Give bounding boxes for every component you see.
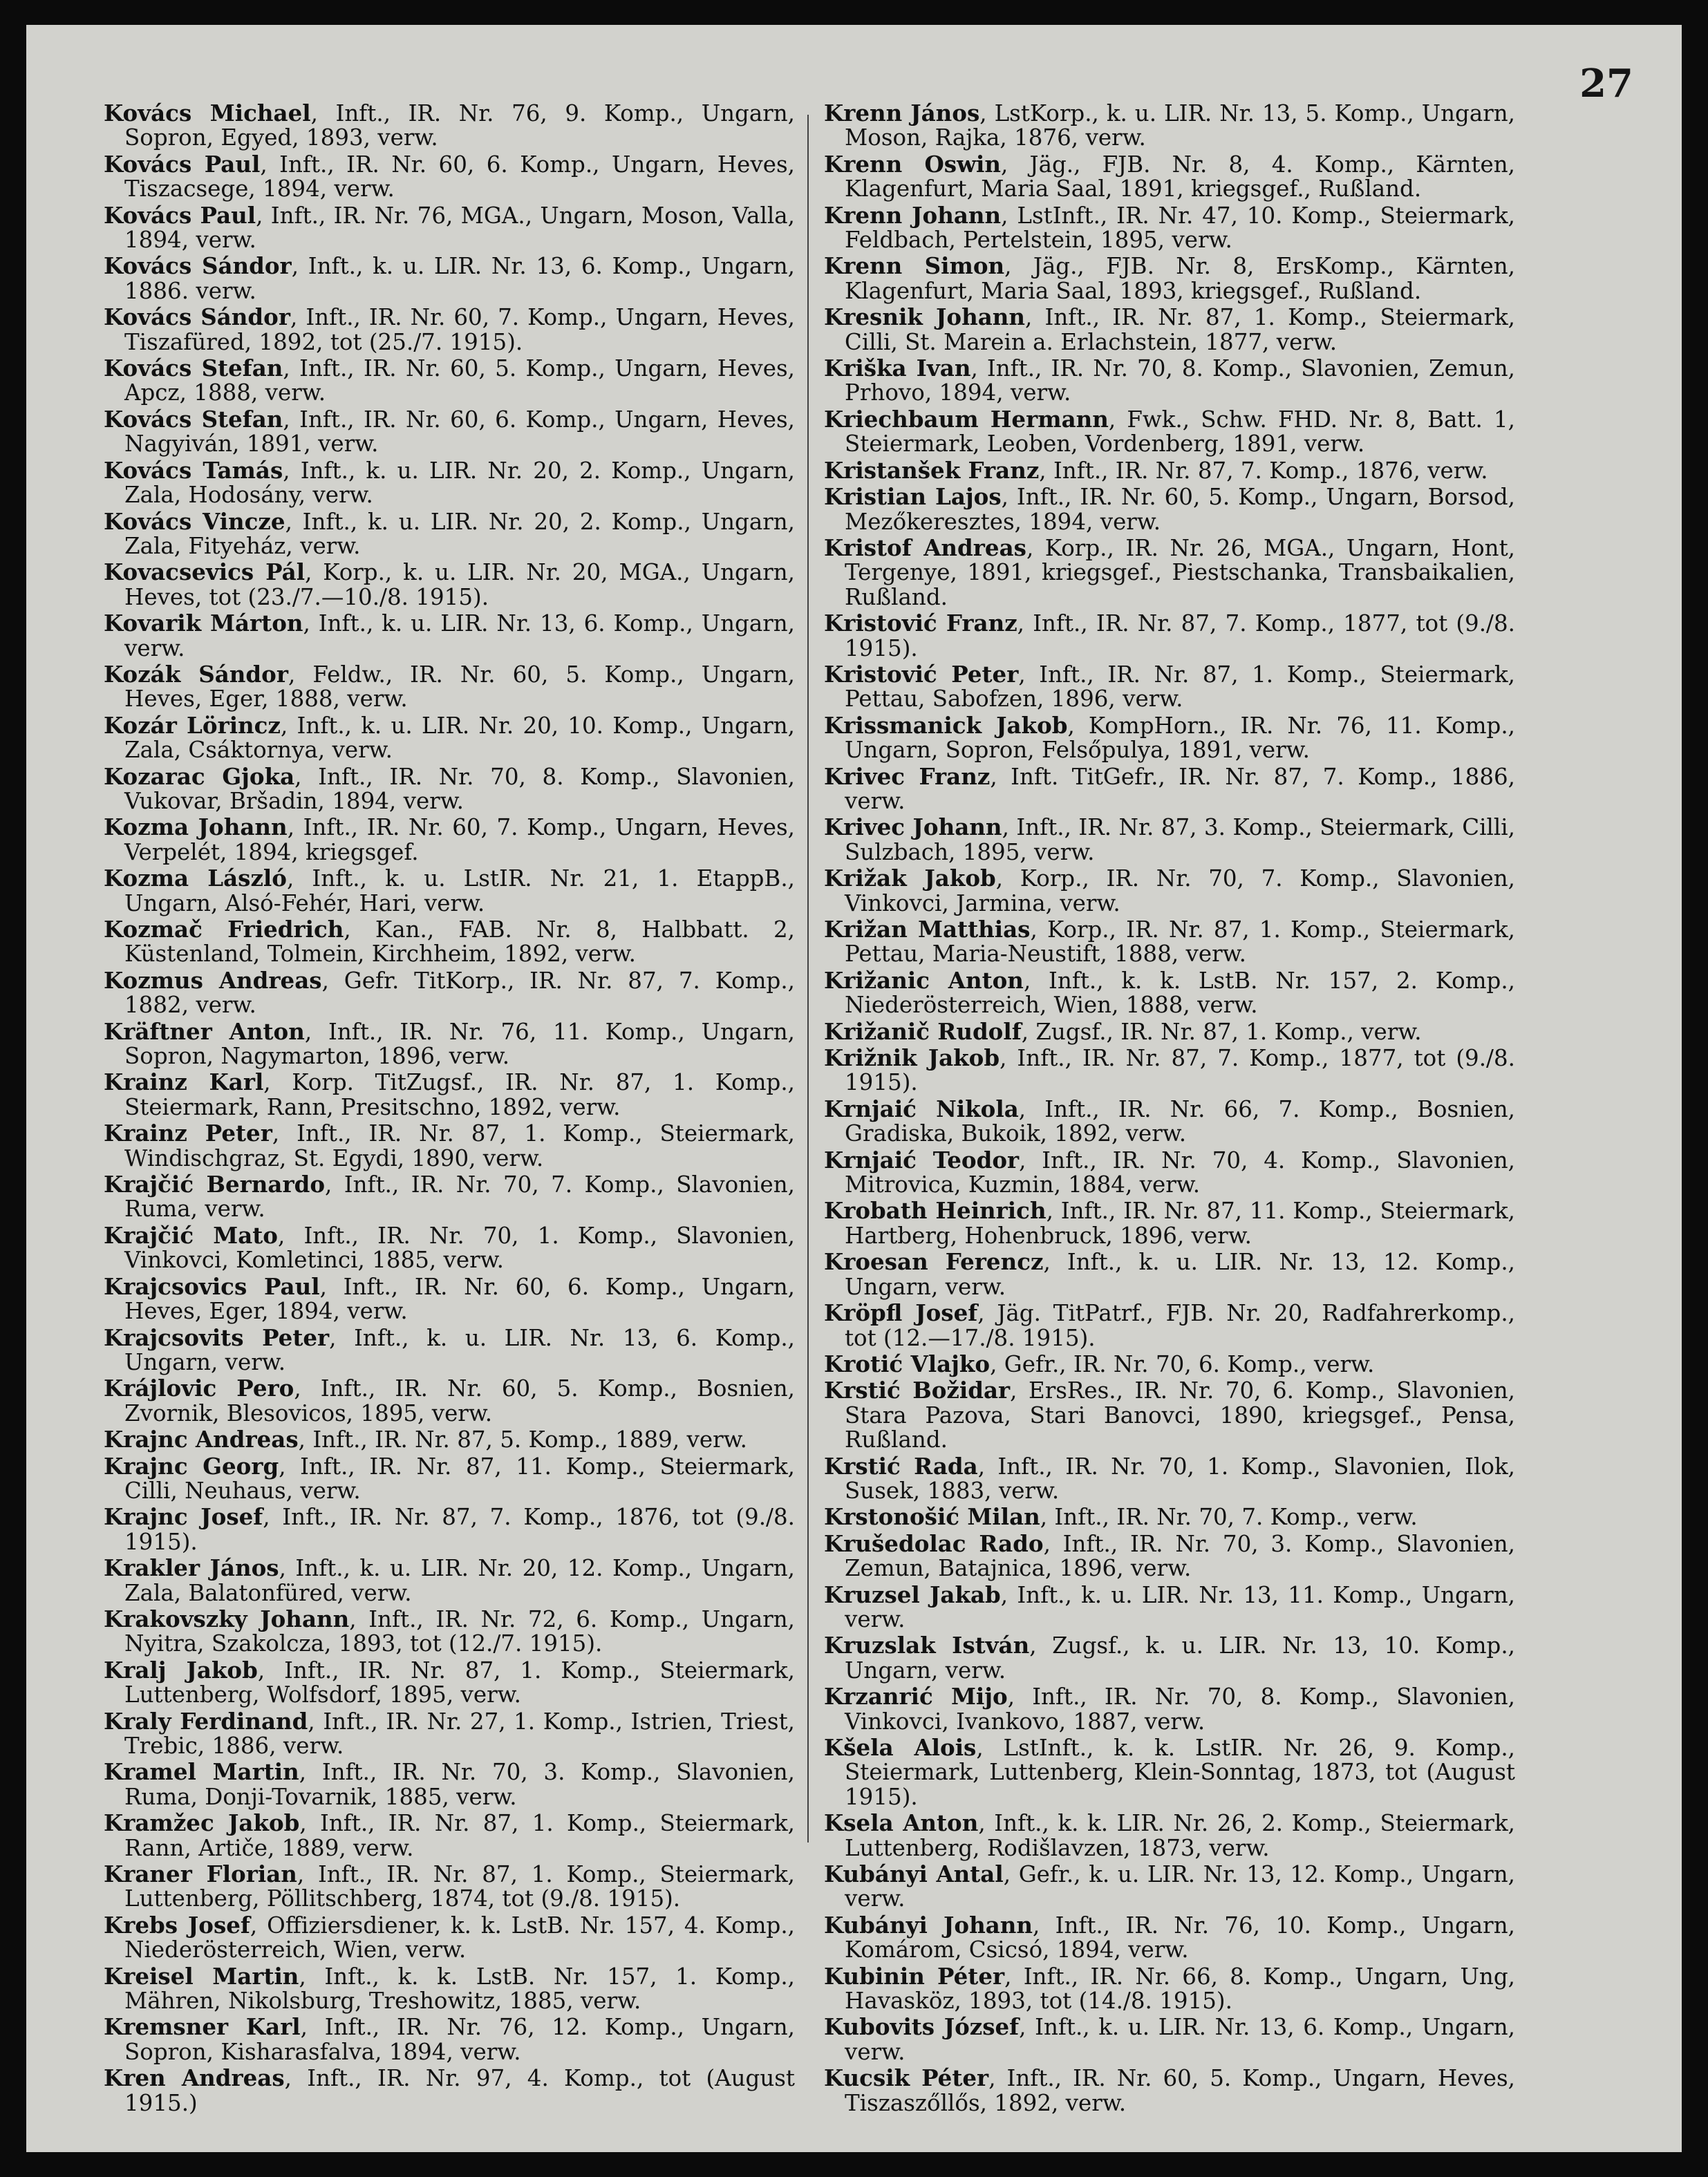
list-entry bbox=[824, 815, 1515, 865]
entry-name: Krstić Božidar bbox=[824, 1377, 1011, 1404]
list-entry bbox=[824, 1352, 1515, 1377]
list-entry bbox=[824, 1046, 1515, 1095]
entry-name: Kräftner Anton bbox=[104, 1017, 305, 1045]
entry-name: Krnjaić Teodor bbox=[824, 1146, 1020, 1174]
entry-name: Kristanšek Franz bbox=[824, 456, 1040, 484]
entry-text: , Korp., IR. Nr. 87, 1. Komp., Steiermark, Pettau, Maria-Neustift, 1888, verw. bbox=[845, 916, 1515, 968]
entry-text: , Inft., IR. Nr. 60, 6. Komp., Ungarn, Heves, Eger, 1894, verw. bbox=[124, 1273, 795, 1325]
entry-name: Krotić Vlajko bbox=[824, 1350, 991, 1377]
entry-name: Kraly Ferdinand bbox=[104, 1707, 308, 1735]
entry-name: Krainz Peter bbox=[104, 1120, 272, 1147]
entry-name: Kšela Alois bbox=[824, 1734, 977, 1761]
entry-text: , Inft., k. u. LIR. Nr. 13, 11. Komp., Ungarn, verw. bbox=[845, 1581, 1516, 1632]
list-entry bbox=[824, 1964, 1515, 2014]
list-entry bbox=[824, 1148, 1515, 1198]
list-entry bbox=[824, 764, 1515, 814]
list-entry bbox=[104, 917, 795, 967]
entry-text: , Inft., k. k. LIR. Nr. 26, 2. Komp., Steiermark, Luttenberg, Rodišlavzen, 1873, verw. bbox=[845, 1810, 1515, 1861]
entry-text: , Inft., IR. Nr. 70, 8. Komp., Slavonien, Vinkovci, Ivankovo, 1887, verw. bbox=[845, 1684, 1515, 1735]
entry-name: Krivec Johann bbox=[824, 813, 1002, 841]
entry-text: , Inft., k. u. LIR. Nr. 20, 2. Komp., Ungarn, Zala, Fityeház, verw. bbox=[124, 508, 795, 559]
list-entry bbox=[104, 1274, 795, 1324]
list-entry bbox=[104, 305, 795, 355]
entry-name: Kriechbaum Hermann bbox=[824, 405, 1109, 433]
list-entry bbox=[104, 1323, 795, 1375]
entry-name: Krájlovic Pero bbox=[104, 1375, 294, 1402]
list-entry bbox=[104, 1121, 795, 1171]
list-entry bbox=[824, 152, 1515, 202]
list-entry bbox=[824, 356, 1515, 406]
entry-name: Kozmač Friedrich bbox=[104, 916, 344, 943]
list-entry bbox=[104, 1454, 795, 1504]
list-entry bbox=[824, 866, 1515, 916]
list-entry bbox=[104, 407, 795, 457]
entry-name: Kubányi Johann bbox=[824, 1911, 1033, 1939]
entry-name: Kristian Lajos bbox=[824, 483, 1002, 511]
entry-text: , Inft., IR. Nr. 97, 4. Komp., tot (August 1915.) bbox=[124, 2065, 795, 2116]
list-entry bbox=[824, 1811, 1515, 1860]
list-entry bbox=[824, 1735, 1515, 1809]
list-entry bbox=[104, 1223, 795, 1273]
left-column bbox=[104, 101, 795, 2117]
entry-text: , Inft., IR. Nr. 76, 10. Komp., Ungarn, Komárom, Csicsó, 1894, verw. bbox=[845, 1912, 1515, 1963]
entry-name: Kovács Vincze bbox=[104, 507, 285, 535]
list-entry bbox=[824, 1301, 1515, 1350]
entry-name: Kucsik Péter bbox=[824, 2064, 989, 2092]
list-entry bbox=[104, 1964, 795, 2014]
entry-text: , Offiziersdiener, k. k. LstB. Nr. 157, 4. Komp., Niederösterreich, Wien, verw. bbox=[124, 1912, 795, 1963]
entry-name: Kozmus Andreas bbox=[104, 966, 322, 994]
entry-name: Kozár Lörincz bbox=[104, 711, 281, 739]
entry-name: Kremsner Karl bbox=[104, 2013, 301, 2041]
entry-name: Kramel Martin bbox=[104, 1758, 299, 1786]
entry-text: , Inft., IR. Nr. 87, 1. Komp., Steiermark, Luttenberg, Wolfsdorf, 1895, verw. bbox=[124, 1657, 795, 1708]
entry-name: Kubinin Péter bbox=[824, 1962, 1005, 1990]
entry-name: Kubányi Antal bbox=[824, 1860, 1004, 1888]
entry-name: Kovács Stefan bbox=[104, 355, 283, 382]
entry-name: Kozarac Gjoka bbox=[104, 762, 295, 790]
column-divider bbox=[807, 115, 809, 1843]
list-entry bbox=[824, 407, 1515, 457]
list-entry bbox=[104, 1172, 795, 1222]
entry-name: Krajnc Andreas bbox=[104, 1426, 299, 1453]
entry-name: Krstonošić Milan bbox=[824, 1503, 1040, 1531]
list-entry bbox=[824, 2015, 1515, 2064]
entry-text: , Inft., IR. Nr. 60, 5. Komp., Ungarn, Heves, Tiszaszőllős, 1892, verw. bbox=[845, 2065, 1516, 2116]
entry-name: Kovács Paul bbox=[104, 201, 256, 229]
list-entry bbox=[824, 1862, 1515, 1912]
entry-text: , Feldw., IR. Nr. 60, 5. Komp., Ungarn, Heves, Eger, 1888, verw. bbox=[124, 661, 795, 713]
entry-text: , Inft., IR. Nr. 87, 7. Komp., 1876, tot (9./8. 1915). bbox=[124, 1504, 796, 1555]
entry-text: , Inft., IR. Nr. 87, 1. Komp., Steiermark, Windischgraz, St. Egydi, 1890, verw. bbox=[124, 1120, 796, 1171]
entry-text: , Inft., IR. Nr. 87, 7. Komp., 1876, verw. bbox=[1039, 457, 1488, 484]
entry-text: , Inft. TitGefr., IR. Nr. 87, 7. Komp., 1886, verw. bbox=[845, 763, 1516, 814]
list-entry bbox=[824, 1019, 1515, 1044]
entry-name: Krobath Heinrich bbox=[824, 1197, 1047, 1225]
entry-text: , Inft., IR. Nr. 70, 8. Komp., Slavonien, Zemun, Prhovo, 1894, verw. bbox=[845, 355, 1515, 406]
list-entry bbox=[104, 203, 795, 253]
entry-name: Križak Jakob bbox=[824, 865, 996, 892]
entry-name: Kovács Michael bbox=[104, 100, 311, 126]
right-column bbox=[824, 101, 1515, 2117]
entry-name: Krakler János bbox=[104, 1554, 279, 1582]
entry-text: , Inft., IR. Nr. 70, 1. Komp., Slavonien, Vinkovci, Komletinci, 1885, verw. bbox=[124, 1222, 796, 1274]
list-entry bbox=[824, 254, 1515, 303]
entry-name: Kovács Paul bbox=[104, 150, 261, 178]
entry-text: , Inft., k. u. LIR. Nr. 13, 6. Komp., Ungarn, 1886. verw. bbox=[124, 253, 795, 304]
page bbox=[26, 25, 1682, 2152]
entry-name: Kovarik Márton bbox=[104, 610, 303, 637]
entry-name: Krajcsovics Paul bbox=[104, 1272, 320, 1300]
entry-text: , Inft., IR. Nr. 70, 8. Komp., Slavonien, Vukovar, Bršadin, 1894, verw. bbox=[124, 763, 796, 814]
entry-text: , Inft., k. u. LIR. Nr. 20, 12. Komp., Ungarn, Zala, Balatonfüred, verw. bbox=[124, 1555, 796, 1606]
entry-text: , Inft., IR. Nr. 76, 9. Komp., Ungarn, Sopron, Egyed, 1893, verw. bbox=[124, 100, 796, 151]
entry-name: Kovács Sándor bbox=[104, 303, 290, 331]
entry-text: , Jäg. TitPatrf., FJB. Nr. 20, Radfahrerkomp., tot (12.—17./8. 1915). bbox=[845, 1300, 1515, 1351]
list-entry bbox=[824, 203, 1515, 253]
entry-name: Kresnik Johann bbox=[824, 303, 1026, 331]
list-entry bbox=[104, 152, 795, 202]
list-entry bbox=[824, 1505, 1515, 1529]
entry-text: , Inft., IR. Nr. 72, 6. Komp., Ungarn, Nyitra, Szakolcza, 1893, tot (12./7. 1915). bbox=[124, 1605, 795, 1657]
entry-text: , Inft., IR. Nr. 87, 7. Komp., 1877, tot (9./8. 1915). bbox=[845, 1045, 1516, 1096]
entry-text: , Gefr., IR. Nr. 70, 6. Komp., verw. bbox=[990, 1350, 1375, 1377]
entry-name: Kröpfl Josef bbox=[824, 1299, 978, 1327]
entry-text: , Zugsf., k. u. LIR. Nr. 13, 10. Komp., Ungarn, verw. bbox=[845, 1632, 1515, 1684]
list-entry bbox=[104, 2066, 795, 2115]
entry-text: , Inft., IR. Nr. 60, 5. Komp., Ungarn, Heves, Apcz, 1888, verw. bbox=[124, 355, 795, 406]
entry-name: Kozák Sándor bbox=[104, 660, 288, 688]
list-entry bbox=[104, 458, 795, 508]
entry-name: Krstić Rada bbox=[824, 1452, 978, 1480]
entry-text: , Inft., k. u. LIR. Nr. 20, 2. Komp., Ungarn, Zala, Hodosány, verw. bbox=[124, 457, 795, 509]
entry-text: , Inft., IR. Nr. 87, 7. Komp., 1877, tot (9./8. 1915). bbox=[845, 610, 1515, 661]
entry-name: Kristof Andreas bbox=[824, 534, 1026, 561]
list-entry bbox=[824, 484, 1515, 534]
list-entry bbox=[824, 1250, 1515, 1299]
entry-name: Kreisel Martin bbox=[104, 1962, 299, 1990]
list-entry bbox=[824, 305, 1515, 355]
list-entry bbox=[104, 254, 795, 303]
entry-name: Krenn Johann bbox=[824, 201, 1002, 229]
entry-name: Kovács Tamás bbox=[104, 456, 283, 484]
entry-text: , Inft., IR. Nr. 60, 6. Komp., Ungarn, Heves, Nagyiván, 1891, verw. bbox=[124, 406, 795, 458]
list-entry bbox=[824, 536, 1515, 610]
entry-text: , Gefr., k. u. LIR. Nr. 13, 12. Komp., Ungarn, verw. bbox=[845, 1861, 1515, 1912]
list-entry bbox=[824, 968, 1515, 1018]
entry-name: Kovacsevics Pál bbox=[104, 558, 306, 586]
entry-name: Kroesan Ferencz bbox=[824, 1248, 1044, 1276]
list-entry bbox=[104, 866, 795, 916]
list-entry bbox=[824, 2066, 1515, 2115]
list-entry bbox=[104, 1607, 795, 1657]
list-entry bbox=[824, 1454, 1515, 1504]
entry-text: , Inft., IR. Nr. 76, 11. Komp., Ungarn, Sopron, Nagymarton, 1896, verw. bbox=[124, 1018, 795, 1070]
entry-name: Kruzslak István bbox=[824, 1632, 1030, 1659]
entry-name: Krnjaić Nikola bbox=[824, 1095, 1019, 1122]
list-entry bbox=[104, 2015, 795, 2064]
entry-text: , Inft., k. u. LIR. Nr. 13, 6. Komp., Ungarn, verw. bbox=[124, 610, 795, 661]
entry-text: , Inft., IR. Nr. 87, 11. Komp., Steiermark, Cilli, Neuhaus, verw. bbox=[124, 1453, 795, 1504]
list-entry bbox=[104, 968, 795, 1018]
entry-name: Ksela Anton bbox=[824, 1809, 979, 1837]
entry-text: , Inft., IR. Nr. 70, 7. Komp., verw. bbox=[1040, 1504, 1418, 1531]
list-entry bbox=[104, 713, 795, 763]
entry-text: , Inft., IR. Nr. 70, 4. Komp., Slavonien, Mitrovica, Kuzmin, 1884, verw. bbox=[845, 1147, 1515, 1198]
entry-text: , ErsRes., IR. Nr. 70, 6. Komp., Slavonien, Stara Pazova, Stari Banovci, 1890, kriegsgef., Pensa, Rußland. bbox=[845, 1377, 1516, 1453]
entry-text: , Inft., k. k. LstB. Nr. 157, 1. Komp., Mähren, Nikolsburg, Treshowitz, 1885, verw. bbox=[124, 1963, 795, 2015]
entry-text: , Inft., IR. Nr. 87, 1. Komp., Steiermark, Rann, Artiče, 1889, verw. bbox=[124, 1810, 796, 1861]
entry-name: Kovács Stefan bbox=[104, 405, 283, 433]
list-entry bbox=[824, 662, 1515, 712]
list-entry bbox=[104, 662, 795, 712]
entry-text: , Inft., IR. Nr. 60, 6. Komp., Ungarn, Heves, Tiszacsege, 1894, verw. bbox=[124, 151, 795, 202]
list-entry bbox=[104, 1556, 795, 1605]
entry-name: Kruzsel Jakab bbox=[824, 1581, 1001, 1608]
list-entry bbox=[824, 1529, 1515, 1582]
entry-text: , Inft., IR. Nr. 60, 5. Komp., Ungarn, Borsod, Mezőkeresztes, 1894, verw. bbox=[845, 484, 1515, 535]
list-entry bbox=[104, 1427, 795, 1452]
list-entry bbox=[104, 1760, 795, 1809]
entry-text: , Inft., k. u. LstIR. Nr. 21, 1. EtappB., Ungarn, Alsó-Fehér, Hari, verw. bbox=[124, 865, 795, 916]
entry-name: Krajnc Josef bbox=[104, 1503, 263, 1531]
entry-text: , LstKorp., k. u. LIR. Nr. 13, 5. Komp., Ungarn, Moson, Rajka, 1876, verw. bbox=[845, 100, 1515, 151]
entry-text: , Jäg., FJB. Nr. 8, ErsKomp., Kärnten, Klagenfurt, Maria Saal, 1893, kriegsgef., Rußland. bbox=[845, 253, 1515, 304]
entry-text: , Inft., IR. Nr. 87, 1. Komp., Steiermark, Luttenberg, Pöllitschberg, 1874, tot (9./8. 1915). bbox=[124, 1861, 796, 1912]
entry-text: , Inft., IR. Nr. 60, 5. Komp., Bosnien, Zvornik, Blesovicos, 1895, verw. bbox=[124, 1375, 795, 1426]
entry-text: , Inft., IR. Nr. 27, 1. Komp., Istrien, Triest, Trebic, 1886, verw. bbox=[124, 1708, 795, 1759]
entry-name: Križnik Jakob bbox=[824, 1044, 1000, 1072]
entry-name: Kralj Jakob bbox=[104, 1656, 258, 1684]
list-entry bbox=[824, 1097, 1515, 1147]
entry-name: Krzanrić Mijo bbox=[824, 1683, 1008, 1710]
list-entry bbox=[104, 1376, 795, 1426]
entry-text: , Inft., IR. Nr. 87, 1. Komp., Steiermark, Pettau, Sabofzen, 1896, verw. bbox=[845, 661, 1516, 713]
entry-text: , KompHorn., IR. Nr. 76, 11. Komp., Ungarn, Sopron, Felsőpulya, 1891, verw. bbox=[845, 712, 1516, 764]
entry-text: , Inft., k. u. LIR. Nr. 20, 10. Komp., Ungarn, Zala, Csáktornya, verw. bbox=[124, 712, 795, 764]
entry-name: Krebs Josef bbox=[104, 1911, 250, 1939]
list-entry bbox=[824, 917, 1515, 967]
entry-name: Kriška Ivan bbox=[824, 355, 971, 382]
list-entry bbox=[104, 1070, 795, 1120]
entry-name: Krenn Oswin bbox=[824, 150, 1002, 178]
list-entry bbox=[824, 1583, 1515, 1632]
entry-text: , Inft., IR. Nr. 87, 11. Komp., Steiermark, Hartberg, Hohenbruck, 1896, verw. bbox=[845, 1198, 1515, 1249]
list-entry bbox=[824, 1633, 1515, 1683]
entry-text: , Korp., IR. Nr. 70, 7. Komp., Slavonien, Vinkovci, Jarmina, verw. bbox=[845, 865, 1515, 916]
list-entry bbox=[824, 611, 1515, 661]
entry-text: , Inft., IR. Nr. 87, 3. Komp., Steiermark, Cilli, Sulzbach, 1895, verw. bbox=[845, 814, 1515, 865]
entry-text: , LstInft., k. k. LstIR. Nr. 26, 9. Komp., Steiermark, Luttenberg, Klein-Sonntag, 1873, tot (August 1915). bbox=[845, 1735, 1515, 1810]
entry-name: Krivec Franz bbox=[824, 762, 991, 790]
entry-text: , Inft., IR. Nr. 60, 7. Komp., Ungarn, Heves, Tiszafüred, 1892, tot (25./7. 1915). bbox=[124, 304, 795, 355]
list-entry bbox=[824, 1913, 1515, 1963]
entry-text: , Inft., IR. Nr. 66, 8. Komp., Ungarn, Ung, Havasköz, 1893, tot (14./8. 1915). bbox=[845, 1963, 1515, 2015]
list-entry bbox=[104, 560, 795, 610]
entry-name: Kristović Peter bbox=[824, 660, 1019, 688]
entry-text: , Inft., IR. Nr. 70, 3. Komp., Slavonien, Ruma, Donji-Tovarnik, 1885, verw. bbox=[124, 1759, 795, 1810]
entry-name: Križanič Rudolf bbox=[824, 1017, 1022, 1045]
list-entry bbox=[104, 1811, 795, 1860]
list-entry bbox=[104, 815, 795, 865]
list-entry bbox=[824, 1198, 1515, 1248]
entry-name: Kren Andreas bbox=[104, 2064, 285, 2092]
entry-text: , Zugsf., IR. Nr. 87, 1. Komp., verw. bbox=[1021, 1018, 1422, 1045]
entry-name: Kraner Florian bbox=[104, 1860, 297, 1888]
entry-name: Kovács Sándor bbox=[104, 252, 292, 280]
page-number: 27 bbox=[1579, 61, 1633, 106]
entry-text: , Inft., IR. Nr. 76, 12. Komp., Ungarn, Sopron, Kisharasfalva, 1894, verw. bbox=[124, 2014, 795, 2065]
entry-name: Kristović Franz bbox=[824, 610, 1017, 637]
entry-name: Krajnc Georg bbox=[104, 1452, 279, 1480]
entry-text: , Inft., k. u. LIR. Nr. 13, 12. Komp., Ungarn, verw. bbox=[845, 1249, 1516, 1300]
entry-text: , Gefr. TitKorp., IR. Nr. 87, 7. Komp., 1882, verw. bbox=[124, 967, 795, 1019]
entry-name: Kubovits József bbox=[824, 2013, 1020, 2041]
list-entry bbox=[104, 1019, 795, 1069]
entry-text: , Inft., IR. Nr. 70, 3. Komp., Slavonien, Zemun, Batajnica, 1896, verw. bbox=[845, 1530, 1515, 1582]
entry-text: , Korp., IR. Nr. 26, MGA., Ungarn, Hont, Tergenye, 1891, kriegsgef., Piestschanka, Transbaikalien, Rußland. bbox=[845, 534, 1515, 610]
entry-text: , Inft., k. u. LIR. Nr. 13, 6. Komp., Ungarn, verw. bbox=[124, 1324, 795, 1375]
entry-text: , Inft., k. u. LIR. Nr. 13, 6. Komp., Ungarn, verw. bbox=[845, 2014, 1515, 2065]
entry-name: Krissmanick Jakob bbox=[824, 711, 1068, 739]
entry-text: , Inft., k. k. LstB. Nr. 157, 2. Komp., Niederösterreich, Wien, 1888, verw. bbox=[845, 967, 1515, 1019]
entry-name: Kramžec Jakob bbox=[104, 1809, 300, 1837]
list-entry bbox=[824, 713, 1515, 763]
list-entry bbox=[104, 764, 795, 814]
list-entry bbox=[824, 101, 1515, 151]
list-entry bbox=[104, 101, 795, 151]
list-entry bbox=[104, 1862, 795, 1912]
list-entry bbox=[104, 1505, 795, 1554]
entry-text: , Fwk., Schw. FHD. Nr. 8, Batt. 1, Steiermark, Leoben, Vordenberg, 1891, verw. bbox=[845, 406, 1515, 458]
list-entry bbox=[104, 1913, 795, 1963]
list-entry bbox=[104, 1658, 795, 1708]
entry-name: Krušedolac Rado bbox=[824, 1529, 1044, 1557]
entry-text: , Inft., IR. Nr. 60, 7. Komp., Ungarn, Heves, Verpelét, 1894, kriegsgef. bbox=[124, 814, 795, 865]
entry-text: , Kan., FAB. Nr. 8, Halbbatt. 2, Küstenland, Tolmein, Kirchheim, 1892, verw. bbox=[124, 916, 795, 968]
entry-name: Krajcsovits Peter bbox=[104, 1323, 330, 1351]
entry-text: , Korp. TitZugsf., IR. Nr. 87, 1. Komp., Steiermark, Rann, Presitschno, 1892, verw. bbox=[124, 1069, 795, 1120]
entry-text: , Inft., IR. Nr. 70, 1. Komp., Slavonien, Ilok, Susek, 1883, verw. bbox=[845, 1453, 1515, 1504]
list-entry bbox=[104, 1709, 795, 1759]
entry-text: , Inft., IR. Nr. 66, 7. Komp., Bosnien, Gradiska, Bukoik, 1892, verw. bbox=[845, 1095, 1515, 1147]
entry-name: Krajčić Mato bbox=[104, 1221, 278, 1249]
entry-text: , Inft., IR. Nr. 76, MGA., Ungarn, Moson, Valla, 1894, verw. bbox=[124, 202, 795, 254]
entry-text: , Jäg., FJB. Nr. 8, 4. Komp., Kärnten, Klagenfurt, Maria Saal, 1891, kriegsgef., Rußland. bbox=[845, 151, 1516, 202]
list-entry bbox=[824, 458, 1515, 483]
list-entry bbox=[824, 1684, 1515, 1734]
entry-text: , Inft., IR. Nr. 87, 1. Komp., Steiermark, Cilli, St. Marein a. Erlachstein, 1877, verw. bbox=[845, 304, 1515, 355]
list-entry bbox=[104, 611, 795, 661]
entry-text: , Inft., IR. Nr. 87, 5. Komp., 1889, verw. bbox=[298, 1426, 747, 1453]
entry-name: Kozma László bbox=[104, 865, 287, 892]
entry-name: Križanic Anton bbox=[824, 966, 1024, 994]
list-entry bbox=[104, 356, 795, 406]
entry-text: , Inft., IR. Nr. 70, 7. Komp., Slavonien, Ruma, verw. bbox=[124, 1171, 795, 1223]
entry-name: Krainz Karl bbox=[104, 1068, 264, 1096]
entry-name: Krakovszky Johann bbox=[104, 1605, 350, 1632]
list-entry bbox=[104, 509, 795, 559]
entry-name: Krenn Simon bbox=[824, 252, 1005, 280]
list-entry bbox=[824, 1378, 1515, 1452]
entry-name: Kozma Johann bbox=[104, 813, 288, 841]
entry-text: , Korp., k. u. LIR. Nr. 20, MGA., Ungarn, Heves, tot (23./7.—10./8. 1915). bbox=[124, 559, 795, 610]
entry-name: Krajčić Bernardo bbox=[104, 1171, 326, 1198]
entry-text: , LstInft., IR. Nr. 47, 10. Komp., Steiermark, Feldbach, Pertelstein, 1895, verw. bbox=[845, 202, 1515, 254]
entry-name: Krenn János bbox=[824, 100, 980, 126]
entry-name: Križan Matthias bbox=[824, 916, 1031, 943]
